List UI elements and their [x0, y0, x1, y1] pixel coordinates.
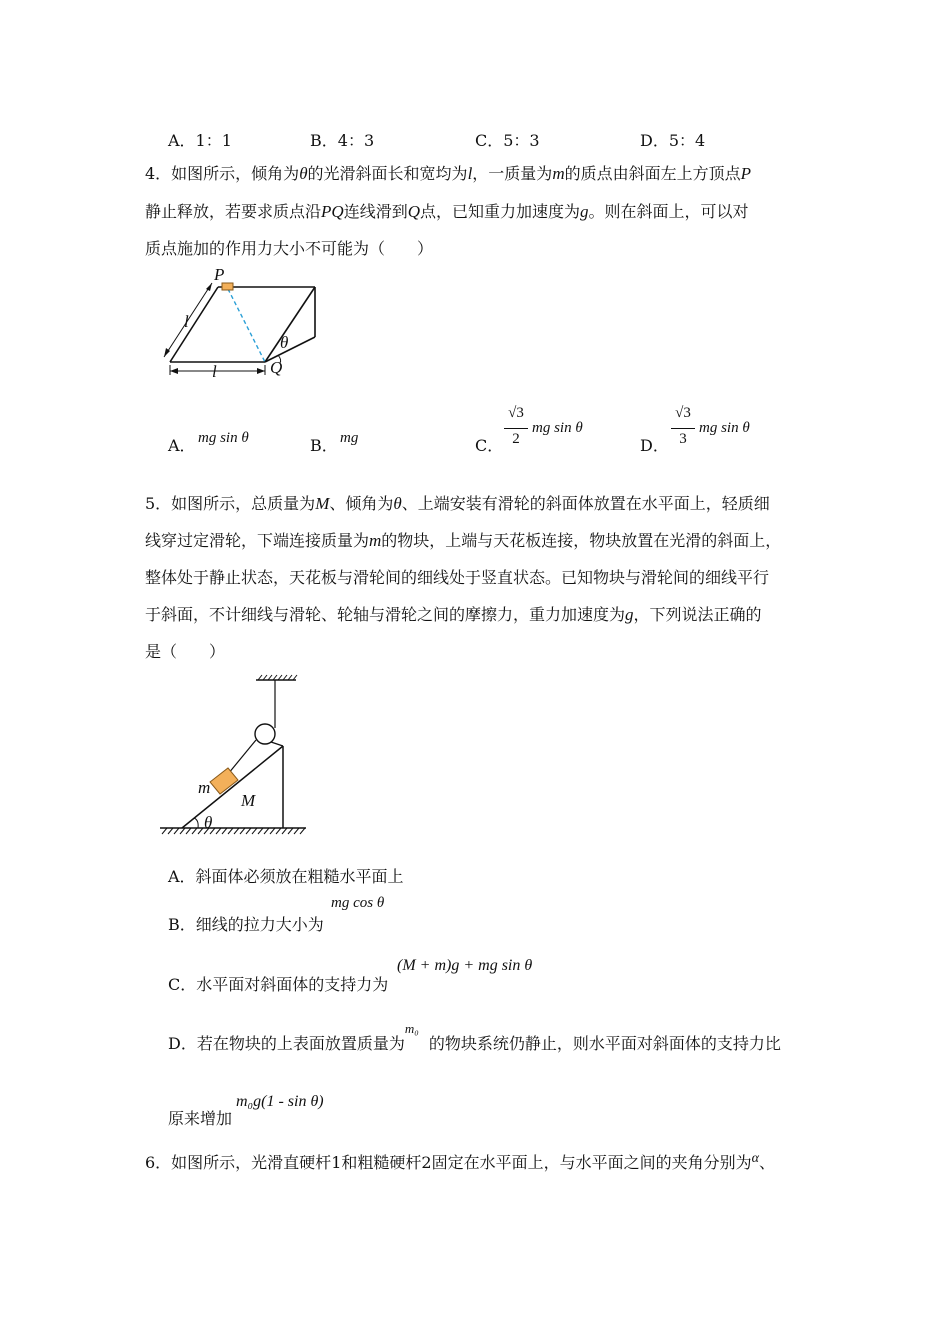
q4-label-l-bottom: l	[212, 362, 217, 381]
q4-option-d-tail: mg sin θ	[699, 420, 750, 436]
q6-line-1: 6．如图所示，光滑直硬杆1和粗糙硬杆2固定在水平面上，与水平面之间的夹角分别为α、	[145, 1151, 775, 1172]
q5-line-1: 5．如图所示，总质量为M、倾角为θ、上端安装有滑轮的斜面体放置在水平面上，轻质细	[145, 494, 770, 513]
q5-label-M: M	[241, 791, 256, 810]
q4-option-c-tail: mg sin θ	[532, 420, 583, 436]
q4-option-d-numerator: √3	[675, 405, 691, 421]
q3-option-c: C．5：3	[475, 131, 540, 150]
q4-option-c-numerator: √3	[508, 405, 524, 421]
q5-line-4: 于斜面，不计细线与滑轮、轮轴与滑轮之间的摩擦力，重力加速度为g，下列说法正确的	[145, 605, 762, 624]
q5-option-b-math: mg cos θ	[331, 895, 385, 911]
q5-label-theta: θ	[204, 813, 213, 832]
q5-option-d-math: m₀g(1 - sin θ)	[236, 1093, 324, 1110]
q5-line-2: 线穿过定滑轮，下端连接质量为m的物块，上端与天花板连接，物块放置在光滑的斜面上，	[145, 531, 782, 550]
q4-option-c-fraction-bar	[504, 428, 528, 429]
q4-label-l-side: l	[184, 312, 189, 331]
q4-option-b-label: B．	[310, 436, 338, 455]
q4-option-d-label: D．	[640, 436, 669, 455]
q4-option-c-label: C．	[475, 436, 504, 455]
q4-option-d-denominator: 3	[679, 431, 687, 447]
q4-label-Q: Q	[270, 358, 283, 377]
q5-label-m: m	[198, 778, 211, 797]
q3-option-b: B．4：3	[310, 131, 375, 150]
q5-option-c-math: (M + m)g + mg sin θ	[397, 957, 533, 974]
q5-line-3: 整体处于静止状态，天花板与滑轮间的细线处于竖直状态。已知物块与滑轮间的细线平行	[145, 568, 770, 587]
q3-option-a: A．1：1	[168, 131, 232, 150]
q4-label-theta: θ	[280, 333, 289, 352]
q4-label-P: P	[214, 265, 225, 284]
q4-incline-figure	[150, 265, 340, 380]
q4-line-3: 质点施加的作用力大小不可能为（ ）	[145, 239, 434, 258]
q4-option-c-denominator: 2	[512, 431, 520, 447]
q4-line-1: 4．如图所示，倾角为θ的光滑斜面长和宽均为l，一质量为m的质点由斜面左上方顶点P	[145, 164, 751, 183]
q5-pulley-figure	[158, 672, 308, 842]
q5-option-b-text: B．细线的拉力大小为	[168, 915, 324, 934]
q5-line-5: 是（ ）	[145, 642, 226, 661]
q5-option-a: A．斜面体必须放在粗糙水平面上	[168, 867, 404, 886]
q4-option-d-fraction-bar	[671, 428, 695, 429]
q4-option-a-math: mg sin θ	[198, 430, 249, 446]
q4-line-2: 静止释放，若要求质点沿PQ连线滑到Q点，已知重力加速度为g。则在斜面上，可以对	[145, 202, 749, 221]
q5-option-d-line-2: 原来增加	[168, 1109, 233, 1128]
q4-option-a-label: A．	[168, 436, 196, 455]
q3-option-d: D．5：4	[640, 131, 706, 150]
q4-option-b-math: mg	[340, 430, 359, 446]
q5-option-d-line-1: D．若在物块的上表面放置质量为m₀的物块系统仍静止，则水平面对斜面体的支持力比	[168, 1021, 781, 1053]
q5-option-c-text: C．水平面对斜面体的支持力为	[168, 975, 389, 994]
